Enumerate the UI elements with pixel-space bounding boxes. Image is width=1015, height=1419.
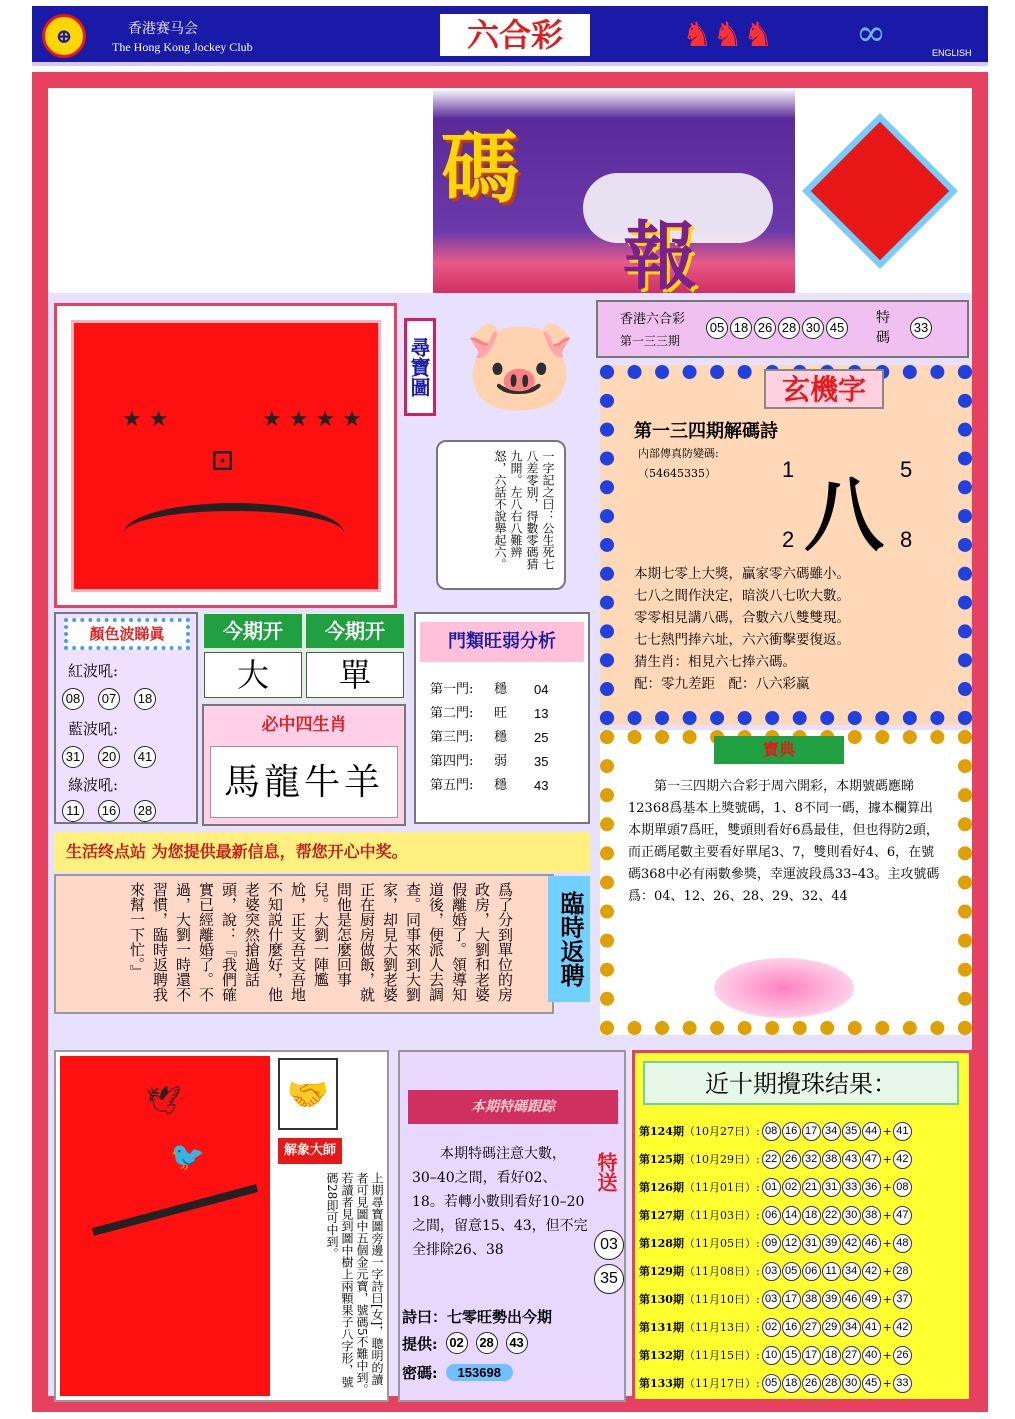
recent-ball: 18 xyxy=(782,1374,801,1393)
recent-date: （11月10日）: xyxy=(683,1293,760,1306)
recent-special-ball: 48 xyxy=(893,1234,912,1253)
recent-period: 第127期 xyxy=(639,1209,684,1222)
poem-line: 猜生肖：相見六七捧六碼。 xyxy=(634,654,796,670)
wave-ball: 16 xyxy=(98,800,120,822)
recent-period: 第133期 xyxy=(639,1377,684,1390)
recent-ball: 39 xyxy=(822,1234,841,1253)
recent-row: 第131期 （11月13日）: 02 16 27 29 34 41 + 42 xyxy=(639,1313,969,1341)
recent-ball: 26 xyxy=(782,1150,801,1169)
story-text: 爲了分到單位的房政房，大劉和老婆假離婚了。領導知道後，便派人去調查。同事來到大劉家，却見大劉老婆正在厨房做飯，就問他是怎麼回事兒。大劉一陣尷尬，正支吾支吾地不知説什麼好，他老婆突然搶過話頭，說：『我們確實已經離婚了。不過，大劉一時還不習慣，臨時返聘我來幫一下忙。』 xyxy=(128,882,514,1002)
recent-ball: 10 xyxy=(762,1346,781,1365)
wave-label: 綠波吼: xyxy=(68,776,119,794)
recent-special-ball: 08 xyxy=(893,1178,912,1197)
send-ball: 03 xyxy=(594,1230,624,1260)
provide-row xyxy=(402,1332,528,1354)
result-ball: 18 xyxy=(730,317,752,339)
recent-row: 第130期 （11月10日）: 03 17 38 39 46 49 + 37 xyxy=(639,1285,969,1313)
wave-ball: 08 xyxy=(62,688,84,710)
swirl-line xyxy=(124,503,344,563)
recent-ball: 31 xyxy=(822,1178,841,1197)
color-wave-title: 顏色波睇眞 xyxy=(64,618,190,650)
poem-num: 5 xyxy=(900,457,913,482)
gate-row: 第一門: 穩 04 xyxy=(430,682,549,697)
recent-ball: 18 xyxy=(822,1346,841,1365)
recent-special-ball: 42 xyxy=(893,1150,912,1169)
recent-ball: 02 xyxy=(762,1318,781,1337)
recent-panel xyxy=(632,1050,972,1402)
this-period-heading: 今期开 xyxy=(204,614,302,648)
recent-ball: 35 xyxy=(842,1122,861,1141)
lantern-icon xyxy=(802,113,958,269)
result-ball: 45 xyxy=(826,317,848,339)
recent-ball: 21 xyxy=(802,1178,821,1197)
recent-ball: 16 xyxy=(782,1318,801,1337)
recent-date: （11月17日）: xyxy=(683,1377,760,1390)
recent-row: 第132期 （11月15日）: 10 15 17 18 27 40 + 26 xyxy=(639,1341,969,1369)
recent-row: 第125期 （10月29日）: 22 26 32 38 43 47 + 42 xyxy=(639,1145,969,1173)
recent-ball: 33 xyxy=(842,1178,861,1197)
recent-ball: 05 xyxy=(782,1262,801,1281)
poem-line: 七七熱門捧六址，六六衝擊要復返。 xyxy=(634,632,850,648)
lottery-logo-icon: ∞ xyxy=(856,13,886,54)
send-label: 特送 xyxy=(594,1152,618,1192)
recent-ball: 42 xyxy=(842,1234,861,1253)
recent-row: 第126期 （11月01日）: 01 02 21 31 33 36 + 08 xyxy=(639,1173,969,1201)
wave-ball: 41 xyxy=(134,746,156,768)
gate-row: 第四門: 弱 35 xyxy=(430,754,549,769)
recent-row: 第133期 （11月17日）: 05 18 26 28 30 45 + 33 xyxy=(639,1369,969,1397)
recent-ball: 22 xyxy=(762,1150,781,1169)
recent-ball: 40 xyxy=(862,1346,881,1365)
recent-special-ball: 26 xyxy=(893,1346,912,1365)
result-ball: 26 xyxy=(754,317,776,339)
wave-ball: 18 xyxy=(134,688,156,710)
recent-ball: 39 xyxy=(822,1290,841,1309)
gates-title: 門類旺弱分析 xyxy=(420,622,584,662)
result-ball: 30 xyxy=(802,317,824,339)
xuanji-panel xyxy=(600,365,972,725)
coin-icon: ⊡ xyxy=(210,443,236,478)
this-period-value: 單 xyxy=(306,652,404,698)
gate-row: 第二門: 旺 13 xyxy=(430,706,549,721)
recent-period: 第125期 xyxy=(639,1153,684,1166)
recent-ball: 17 xyxy=(782,1290,801,1309)
jiexiang-text: 上期尋寶圖旁邊一字詩曰[女]，聰明的讀者可見圖中五個金元寶，號碼5不難中到。若讀者見到圖中樹上兩顆果子八字形，號碼28即可中到。 xyxy=(325,1172,384,1396)
recent-ball: 26 xyxy=(802,1374,821,1393)
recent-title: 近十期攪珠结果： xyxy=(643,1061,959,1105)
header-bar xyxy=(32,6,988,66)
recent-ball: 06 xyxy=(762,1206,781,1225)
provide-label: 提供: xyxy=(402,1334,438,1353)
bird-icon: 🕊 xyxy=(146,1084,182,1117)
recent-special-ball: 41 xyxy=(893,1122,912,1141)
poem-num: 1 xyxy=(782,457,795,482)
poem-line: 七八之間作決定，暗淡八七吹大數。 xyxy=(634,588,850,604)
recent-ball: 44 xyxy=(862,1122,881,1141)
recent-row: 第124期 （10月27日）: 08 16 17 34 35 44 + 41 xyxy=(639,1117,969,1145)
jiexiang-panel xyxy=(54,1050,389,1402)
recent-ball: 42 xyxy=(862,1262,881,1281)
stars-icon: ★ ★ xyxy=(122,407,169,432)
recent-ball: 27 xyxy=(802,1318,821,1337)
recent-ball: 36 xyxy=(862,1178,881,1197)
poem-title: 第一三四期解碼詩 xyxy=(634,421,778,442)
recent-ball: 09 xyxy=(762,1234,781,1253)
this-period-panel xyxy=(202,612,406,702)
recent-ball: 11 xyxy=(822,1262,841,1281)
banner-char-1: 碼 xyxy=(441,123,520,214)
recent-ball: 17 xyxy=(802,1346,821,1365)
wave-label: 藍波吼: xyxy=(68,720,119,738)
recent-ball: 16 xyxy=(782,1122,801,1141)
four-zodiac-panel xyxy=(202,704,406,826)
recent-ball: 38 xyxy=(862,1206,881,1225)
four-zodiac-animals: 馬龍牛羊 xyxy=(210,746,398,818)
result-period: 第一三三期 xyxy=(620,334,681,348)
org-name-en: The Hong Kong Jockey Club xyxy=(112,40,253,54)
life-bar: 生活终点站 为您提供最新信息，帮您开心中奖。 xyxy=(54,832,590,872)
recent-ball: 06 xyxy=(802,1262,821,1281)
recent-ball: 34 xyxy=(842,1262,861,1281)
jockey-club-logo-icon: ⊕ xyxy=(42,14,86,58)
recent-ball: 38 xyxy=(822,1150,841,1169)
gate-row: 第五門: 穩 43 xyxy=(430,778,549,793)
baodian-text: 第一三四期六合彩于周六開彩，本期號碼應睇12368爲基本上獎號碼，1、8不同一碼，據本欄算出本期單頭7爲旺，雙頭則看好6爲最佳，但也得防2頭，而正碼尾數主要看好單尾3、7，雙則看好4、6，在號碼368中必有兩數參獎，幸運波段爲33–43。主攻號碼爲：04、12、26、28、29、32、44 xyxy=(628,779,940,904)
provide-ball: 02 xyxy=(446,1332,468,1354)
wave-balls xyxy=(62,746,156,768)
page-title: 六合彩 xyxy=(440,14,590,56)
recent-ball: 30 xyxy=(842,1374,861,1393)
horses-icon: ♞♞♞ xyxy=(682,15,774,55)
recent-period: 第129期 xyxy=(639,1265,684,1278)
lotus-icon xyxy=(714,958,854,1018)
handshake-icon: 🤝 xyxy=(278,1058,338,1130)
recent-ball: 17 xyxy=(802,1122,821,1141)
recent-ball: 30 xyxy=(842,1206,861,1225)
recent-date: （11月13日）: xyxy=(683,1321,760,1334)
recent-ball: 31 xyxy=(802,1234,821,1253)
recent-ball: 18 xyxy=(802,1206,821,1225)
password-label: 密碼: xyxy=(402,1364,438,1382)
result-ball: 28 xyxy=(778,317,800,339)
banner-char-2: 報 xyxy=(623,214,697,293)
password-row xyxy=(402,1362,513,1383)
provide-ball: 43 xyxy=(506,1332,528,1354)
jiexiang-title: 解象大師 xyxy=(278,1138,342,1164)
recent-ball: 32 xyxy=(802,1150,821,1169)
poem-phone: （54645335） xyxy=(638,467,716,480)
recent-date: （11月03日）: xyxy=(683,1209,760,1222)
recent-period: 第132期 xyxy=(639,1349,684,1362)
recent-period: 第131期 xyxy=(639,1321,684,1334)
result-box xyxy=(596,300,969,358)
blank-area xyxy=(48,88,433,293)
provide-ball: 28 xyxy=(476,1332,498,1354)
recent-ball: 49 xyxy=(862,1290,881,1309)
wave-ball: 20 xyxy=(98,746,120,768)
result-numbers xyxy=(706,317,848,339)
this-period-heading: 今期开 xyxy=(306,614,404,648)
four-zodiac-title: 必中四生肖 xyxy=(261,715,347,735)
recent-row: 第127期 （11月03日）: 06 14 18 22 30 38 + 47 xyxy=(639,1201,969,1229)
recent-ball: 05 xyxy=(762,1374,781,1393)
recent-ball: 03 xyxy=(762,1290,781,1309)
special-track-panel xyxy=(398,1050,626,1402)
treasure-map xyxy=(71,320,381,592)
treasure-map-frame xyxy=(54,303,397,608)
recent-ball: 27 xyxy=(842,1346,861,1365)
wave-ball: 31 xyxy=(62,746,84,768)
recent-ball: 41 xyxy=(862,1318,881,1337)
recent-special-ball: 42 xyxy=(893,1318,912,1337)
password-value: 153698 xyxy=(446,1364,513,1381)
recent-ball: 43 xyxy=(842,1150,861,1169)
this-period-value: 大 xyxy=(204,652,302,698)
gates-list xyxy=(430,678,580,798)
recent-period: 第124期 xyxy=(639,1125,684,1138)
wave-label: 紅波吼: xyxy=(68,662,119,680)
recent-ball: 38 xyxy=(802,1290,821,1309)
recent-date: （11月08日）: xyxy=(683,1265,760,1278)
pig-mascot: 🐷 xyxy=(463,312,577,417)
recent-ball: 03 xyxy=(762,1262,781,1281)
recent-ball: 14 xyxy=(782,1206,801,1225)
poem-line: 配：零九差距 配：八六彩赢 xyxy=(634,676,810,692)
recent-ball: 02 xyxy=(782,1178,801,1197)
poem-line: 零零相見講八碼，合數六八雙雙現。 xyxy=(634,610,850,626)
poem-line: 本期七零上大獎，贏家零六碼雖小。 xyxy=(634,566,850,582)
recent-ball: 34 xyxy=(822,1122,841,1141)
recent-ball: 45 xyxy=(862,1374,881,1393)
recent-period: 第128期 xyxy=(639,1237,684,1250)
special-label: 特碼 xyxy=(876,310,890,346)
story-title: 臨時返聘 xyxy=(548,876,590,1002)
color-wave-panel xyxy=(54,612,198,824)
recent-ball: 46 xyxy=(842,1290,861,1309)
recent-ball: 28 xyxy=(822,1374,841,1393)
poem-note: 内部傳真防變碼: xyxy=(638,447,719,460)
recent-row: 第129期 （11月08日）: 03 05 06 11 34 42 + 28 xyxy=(639,1257,969,1285)
recent-ball: 15 xyxy=(782,1346,801,1365)
wave-balls xyxy=(62,800,156,822)
branch-line xyxy=(92,1184,258,1236)
recent-special-ball: 28 xyxy=(893,1262,912,1281)
riddle-scroll: 一字記之曰：公生死七八差零别，得數零碼猜九開。左八右八難辨怒，六話不說舉起六。 xyxy=(436,440,566,590)
banner xyxy=(433,88,795,293)
baodian-title: 寶典 xyxy=(714,736,844,764)
recent-ball: 46 xyxy=(862,1234,881,1253)
special-poem: 詩曰：七零旺勢出今期 xyxy=(402,1308,553,1326)
lantern-panel xyxy=(795,88,972,293)
poem-num: 2 xyxy=(782,527,795,552)
special-track-text: 本期特碼注意大數，30–40之間，看好02、18。若轉小數則看好10–20之間，留意15、43，但不完全排除26、38 xyxy=(412,1146,588,1258)
recent-ball: 29 xyxy=(822,1318,841,1337)
wave-ball: 11 xyxy=(62,800,84,822)
wave-balls xyxy=(62,688,156,710)
recent-special-ball: 33 xyxy=(893,1374,912,1393)
wave-ball: 28 xyxy=(134,800,156,822)
org-name-cn: 香港赛马会 xyxy=(128,21,198,37)
recent-list xyxy=(639,1117,969,1397)
recent-ball: 08 xyxy=(762,1122,781,1141)
bird-icon: 🐦 xyxy=(170,1140,205,1173)
send-ball: 35 xyxy=(594,1264,624,1294)
jiexiang-picture xyxy=(60,1056,270,1396)
recent-ball: 12 xyxy=(782,1234,801,1253)
poem-lines xyxy=(634,563,964,695)
special-track-title: 本期特碼跟踪 xyxy=(408,1090,618,1124)
recent-ball: 34 xyxy=(842,1318,861,1337)
gate-row: 第三門: 穩 25 xyxy=(430,730,549,745)
recent-date: （11月01日）: xyxy=(683,1181,760,1194)
poem-num: 8 xyxy=(900,527,913,552)
recent-period: 第130期 xyxy=(639,1293,684,1306)
xuanji-title: 玄機字 xyxy=(764,369,884,409)
gates-panel xyxy=(414,612,590,824)
recent-date: （11月15日）: xyxy=(683,1349,760,1362)
recent-special-ball: 47 xyxy=(893,1206,912,1225)
recent-row: 第128期 （11月05日）: 09 12 31 39 42 46 + 48 xyxy=(639,1229,969,1257)
stars-icon: ★ ★ ★ ★ xyxy=(262,407,362,432)
result-name: 香港六合彩 xyxy=(620,312,686,327)
recent-ball: 22 xyxy=(822,1206,841,1225)
recent-period: 第126期 xyxy=(639,1181,684,1194)
baodian-panel xyxy=(600,730,972,1035)
special-ball: 33 xyxy=(910,317,932,339)
recent-date: （10月27日）: xyxy=(683,1125,760,1138)
result-ball: 05 xyxy=(706,317,728,339)
recent-date: （10月29日）: xyxy=(683,1153,760,1166)
recent-ball: 01 xyxy=(762,1178,781,1197)
story-panel xyxy=(54,874,554,1014)
recent-date: （11月05日）: xyxy=(683,1237,760,1250)
recent-special-ball: 37 xyxy=(893,1290,912,1309)
poem-big-char: 八 xyxy=(804,468,884,562)
treasure-label: 尋寶圖 xyxy=(404,318,436,416)
english-link[interactable]: ENGLISH xyxy=(932,48,972,58)
recent-ball: 47 xyxy=(862,1150,881,1169)
wave-ball: 07 xyxy=(98,688,120,710)
